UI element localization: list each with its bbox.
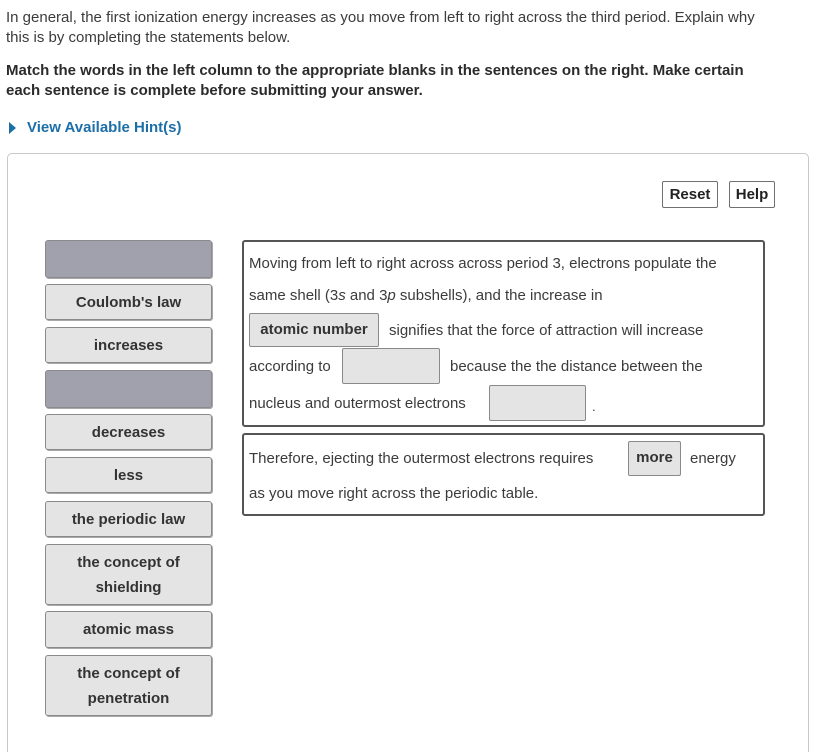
word-tile-label: atomic mass <box>83 621 174 638</box>
word-tile-label: Coulomb's law <box>75 293 182 311</box>
word-tile-label: increases <box>93 336 164 354</box>
word-tile-label: the concept of <box>77 664 180 682</box>
sentence-1-line-1: Moving from left to right across across period 3, electrons populate the <box>249 255 717 272</box>
word-tile-atomic-mass[interactable] <box>45 611 212 648</box>
blank-drop-target-1[interactable] <box>342 348 440 384</box>
word-tile-label-line-2: penetration <box>87 689 170 707</box>
subshell-p: p <box>387 287 396 304</box>
filled-blank-more[interactable]: more <box>628 441 681 476</box>
word-tile-the-periodic-law[interactable] <box>45 501 212 537</box>
view-hints-label: View Available Hint(s) <box>27 119 182 136</box>
instructions-line-2: each sentence is complete before submitting your answer. <box>6 82 423 99</box>
word-tile-label: less <box>113 466 144 484</box>
view-hints-link[interactable] <box>6 118 182 138</box>
blank-drop-target-2[interactable] <box>489 385 586 421</box>
word-tile-less[interactable] <box>45 457 212 493</box>
question-text <box>6 8 821 48</box>
help-button[interactable]: Help <box>729 181 775 208</box>
sentence-text: subshells), and the increase in <box>395 287 603 304</box>
subshell-s: s <box>338 287 346 304</box>
sentence-2-line-1-end: energy <box>690 450 736 467</box>
sentence-text: same shell (3 <box>249 287 339 304</box>
instructions-text <box>6 61 821 101</box>
word-tile-increases[interactable] <box>45 327 212 363</box>
sentence-1-line-4a: according to <box>249 358 331 375</box>
sentence-1-period: . <box>592 399 596 414</box>
word-tile-label: the concept of <box>77 553 180 571</box>
reset-button[interactable]: Reset <box>662 181 718 208</box>
word-bank-slot-empty <box>45 370 212 408</box>
word-tile-coulombs-law[interactable] <box>45 284 212 320</box>
sentence-2-line-2: as you move right across the periodic table. <box>249 485 539 502</box>
sentence-1-line-4b: because the the distance between the <box>450 358 703 375</box>
sentence-text: and 3 <box>345 287 388 304</box>
word-tile-concept-of-penetration[interactable] <box>45 655 212 716</box>
word-tile-concept-of-shielding[interactable] <box>45 544 212 605</box>
word-tile-label: decreases <box>91 423 166 441</box>
word-tile-label: the periodic law <box>71 510 186 528</box>
question-line-1: In general, the first ionization energy increases as you move from left to right across the third period. Explain why <box>6 9 755 26</box>
question-line-2: this is by completing the statements below. <box>6 29 291 46</box>
sentence-2-line-1: Therefore, ejecting the outermost electrons requires <box>249 450 594 467</box>
sentence-1-line-3: signifies that the force of attraction will increase <box>389 322 704 339</box>
filled-blank-atomic-number[interactable]: atomic number <box>249 313 379 347</box>
sentence-1-line-2 <box>249 286 603 306</box>
word-tile-label-line-2: shielding <box>95 578 162 596</box>
instructions-line-1: Match the words in the left column to the appropriate blanks in the sentences on the right. Make certain <box>6 62 744 79</box>
expand-triangle-icon <box>9 122 16 134</box>
word-bank-slot-empty <box>45 240 212 278</box>
word-tile-decreases[interactable] <box>45 414 212 450</box>
sentence-1-line-5: nucleus and outermost electrons <box>249 395 466 412</box>
